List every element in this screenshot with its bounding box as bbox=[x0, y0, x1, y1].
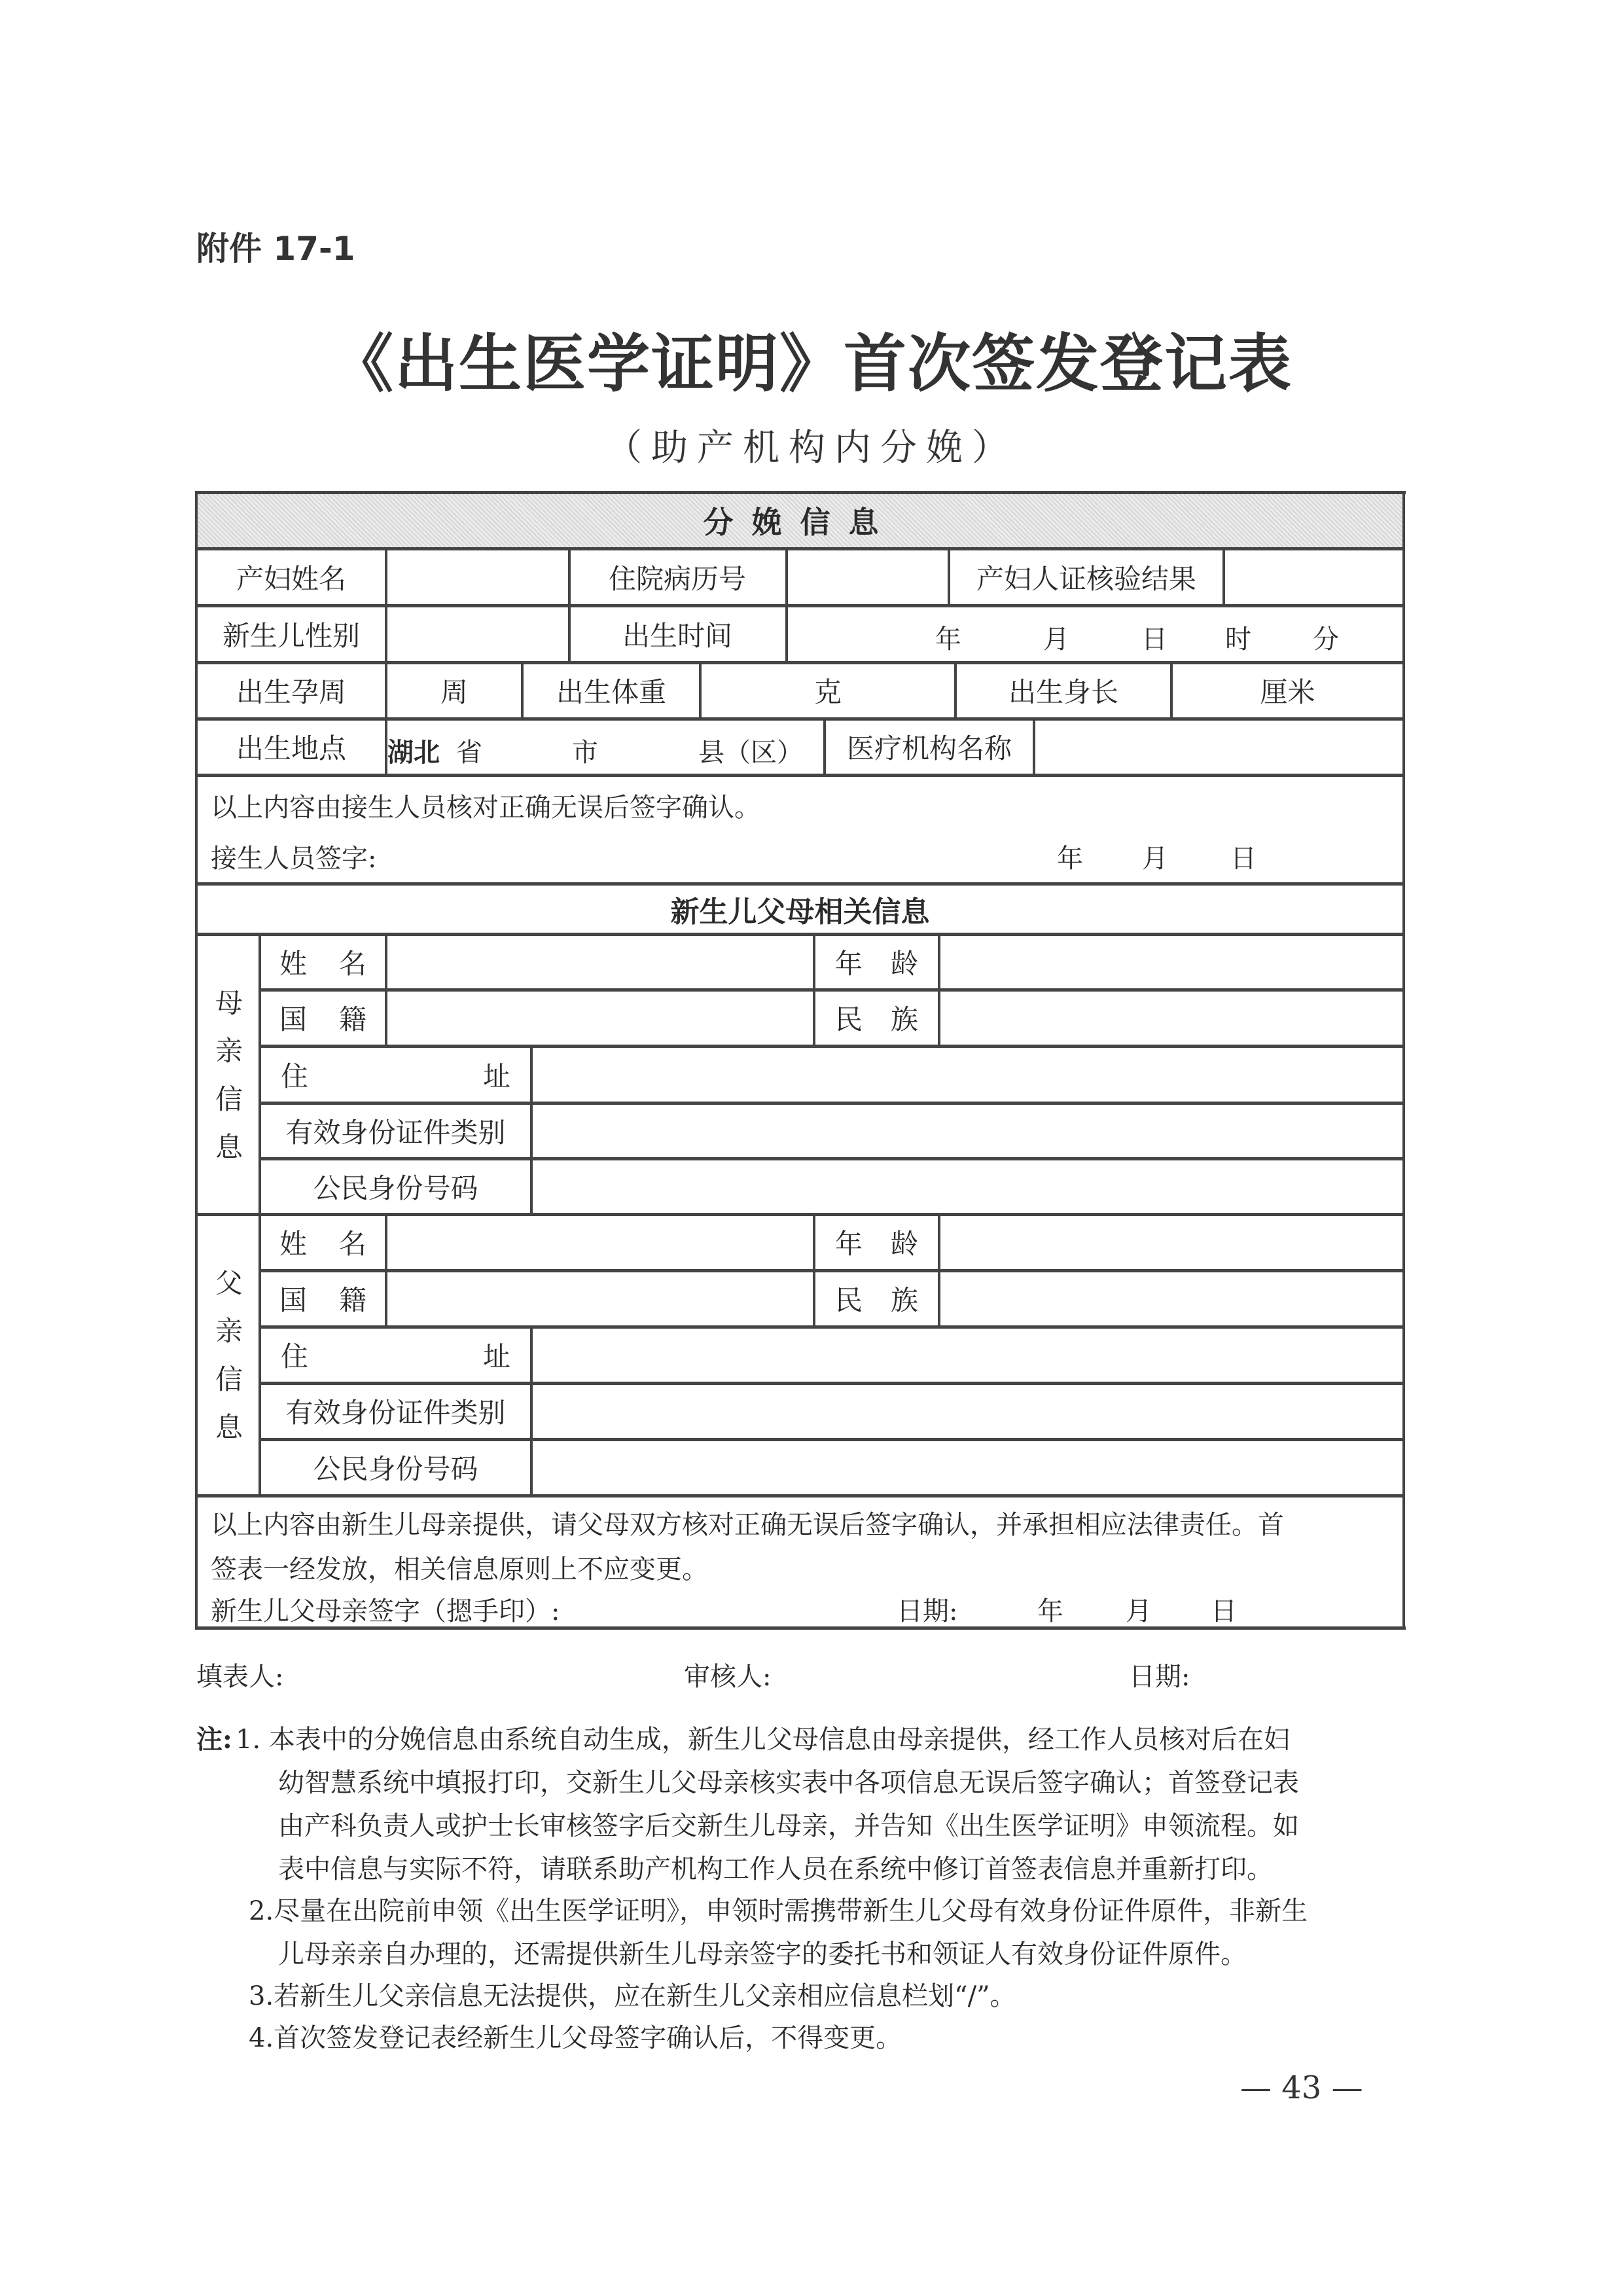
mother-label-char: 母 bbox=[215, 987, 243, 1019]
year-unit: 年 bbox=[1057, 844, 1083, 874]
birth-time-field[interactable] bbox=[788, 605, 1402, 662]
mother-name-label-cell bbox=[261, 934, 385, 990]
day-unit: 日 bbox=[1141, 624, 1168, 655]
label-char: 年 bbox=[835, 1228, 863, 1260]
birth-length-label: 出生身长 bbox=[1008, 676, 1118, 708]
father-address-field[interactable] bbox=[533, 1327, 1402, 1383]
mother-full-name-field[interactable] bbox=[387, 934, 813, 990]
father-label-char: 息 bbox=[215, 1410, 243, 1443]
midwife-signature-label: 接生人员签字: bbox=[211, 844, 377, 874]
father-ethnicity-field[interactable] bbox=[940, 1270, 1402, 1327]
label-char: 族 bbox=[890, 1284, 918, 1316]
month-unit: 月 bbox=[1142, 844, 1168, 874]
mother-nationality-field[interactable] bbox=[387, 990, 813, 1046]
birth-time-label: 出生时间 bbox=[622, 619, 732, 652]
province-value: 湖北 bbox=[387, 737, 440, 768]
midwife-signature-date[interactable] bbox=[982, 838, 1309, 874]
page-subtitle: （助产机构内分娩） bbox=[605, 427, 1018, 469]
day-unit: 日 bbox=[1211, 1596, 1237, 1626]
medical-record-field[interactable] bbox=[788, 548, 948, 605]
label-char: 姓 bbox=[279, 1228, 308, 1260]
minute-unit: 分 bbox=[1313, 624, 1339, 655]
newborn-gender-label: 新生儿性别 bbox=[222, 619, 360, 652]
father-age-label-cell bbox=[815, 1214, 938, 1270]
attachment-label: 附件 17-1 bbox=[196, 230, 355, 268]
label-char: 名 bbox=[338, 1228, 366, 1260]
mother-id-number-label: 公民身份号码 bbox=[313, 1172, 478, 1204]
father-id-number-field[interactable] bbox=[533, 1439, 1402, 1496]
parents-confirm-text-line2: 签表一经发放，相关信息原则上不应变更。 bbox=[211, 1554, 708, 1585]
label-char: 年 bbox=[835, 947, 863, 980]
province-unit: 省 bbox=[456, 738, 482, 768]
note-2-line-1: 2.尽量在出院前申领《出生医学证明》，申领时需携带新生儿父母有效身份证件原件，非新生 bbox=[249, 1896, 1308, 1926]
mother-name-label: 产妇姓名 bbox=[236, 562, 346, 595]
label-char: 国 bbox=[279, 1284, 308, 1316]
day-unit: 日 bbox=[1230, 844, 1257, 874]
birth-weight-field[interactable]: 克 bbox=[813, 676, 842, 708]
father-info-label bbox=[200, 1262, 259, 1445]
father-nationality-label-cell bbox=[261, 1270, 385, 1327]
mother-address-label-cell bbox=[261, 1046, 530, 1103]
mother-age-field[interactable] bbox=[940, 934, 1402, 990]
father-age-field[interactable] bbox=[940, 1214, 1402, 1270]
parents-signature-label: 新生儿父母亲签字（摁手印）: bbox=[211, 1596, 560, 1626]
city-unit: 市 bbox=[572, 738, 598, 768]
county-unit: 县（区） bbox=[698, 738, 803, 768]
label-char: 龄 bbox=[890, 1228, 918, 1260]
note-1-line-2: 幼智慧系统中填报打印，交新生儿父母亲核实表中各项信息无误后签字确认；首签登记表 bbox=[278, 1768, 1299, 1798]
filler-label: 填表人: bbox=[196, 1662, 284, 1692]
label-char: 住 bbox=[281, 1060, 309, 1092]
institution-field[interactable] bbox=[1035, 719, 1402, 775]
note-4: 4.首次签发登记表经新生儿父母签字确认后，不得变更。 bbox=[249, 2023, 902, 2053]
page-number: — 43 — bbox=[1240, 2070, 1363, 2106]
gestation-field[interactable]: 周 bbox=[440, 676, 468, 708]
birth-length-field[interactable]: 厘米 bbox=[1260, 676, 1315, 708]
month-unit: 月 bbox=[1126, 1596, 1152, 1626]
mother-id-type-label: 有效身份证件类别 bbox=[285, 1116, 506, 1149]
mother-ethnicity-label-cell bbox=[815, 990, 938, 1046]
father-id-type-field[interactable] bbox=[533, 1383, 1402, 1439]
father-address-label-cell bbox=[261, 1327, 530, 1383]
parents-confirm-text-line1: 以上内容由新生儿母亲提供，请父母双方核对正确无误后签字确认，并承担相应法律责任。首 bbox=[211, 1510, 1284, 1540]
mother-nationality-label-cell bbox=[261, 990, 385, 1046]
father-nationality-field[interactable] bbox=[387, 1270, 813, 1327]
father-label-char: 信 bbox=[215, 1363, 243, 1395]
year-unit: 年 bbox=[935, 624, 961, 655]
label-char: 国 bbox=[279, 1003, 308, 1035]
month-unit: 月 bbox=[1043, 624, 1069, 655]
birth-weight-label: 出生体重 bbox=[556, 676, 666, 708]
mother-age-label-cell bbox=[815, 934, 938, 990]
birth-place-label: 出生地点 bbox=[236, 732, 346, 764]
mother-id-type-field[interactable] bbox=[533, 1103, 1402, 1158]
medical-record-label: 住院病历号 bbox=[608, 562, 746, 595]
note-1-line-4: 表中信息与实际不符，请联系助产机构工作人员在系统中修订首签表信息并重新打印。 bbox=[278, 1854, 1273, 1884]
parents-signature-date[interactable] bbox=[897, 1590, 1289, 1626]
id-verification-label: 产妇人证核验结果 bbox=[976, 562, 1196, 595]
father-id-number-label: 公民身份号码 bbox=[313, 1453, 478, 1485]
father-label-char: 亲 bbox=[215, 1315, 243, 1348]
mother-name-field[interactable] bbox=[387, 548, 568, 605]
birth-place-field[interactable] bbox=[387, 719, 823, 775]
notes-prefix: 注: bbox=[196, 1724, 232, 1755]
mother-info-label bbox=[200, 982, 259, 1165]
father-full-name-field[interactable] bbox=[387, 1214, 813, 1270]
newborn-gender-field[interactable] bbox=[387, 605, 568, 662]
delivery-confirm-text: 以上内容由接生人员核对正确无误后签字确认。 bbox=[211, 793, 760, 823]
father-label-char: 父 bbox=[215, 1267, 243, 1299]
note-3: 3.若新生儿父亲信息无法提供，应在新生儿父亲相应信息栏划“/”。 bbox=[249, 1981, 1016, 2011]
id-verification-field[interactable] bbox=[1225, 548, 1402, 605]
note-2-line-2: 儿母亲亲自办理的，还需提供新生儿母亲签字的委托书和领证人有效身份证件原件。 bbox=[278, 1939, 1247, 1969]
gestation-label: 出生孕周 bbox=[236, 676, 346, 708]
mother-label-char: 亲 bbox=[215, 1035, 243, 1067]
footer-date-label: 日期: bbox=[1129, 1662, 1190, 1692]
label-char: 民 bbox=[835, 1284, 863, 1316]
label-char: 址 bbox=[482, 1060, 510, 1092]
mother-label-char: 息 bbox=[215, 1130, 243, 1163]
reviewer-label: 审核人: bbox=[684, 1662, 772, 1692]
year-unit: 年 bbox=[1037, 1596, 1063, 1626]
label-char: 址 bbox=[482, 1340, 510, 1372]
note-1-line-3: 由产科负责人或护士长审核签字后交新生儿母亲，并告知《出生医学证明》申领流程。如 bbox=[278, 1811, 1299, 1841]
label-char: 民 bbox=[835, 1003, 863, 1035]
label-char: 住 bbox=[281, 1340, 309, 1372]
hour-unit: 时 bbox=[1225, 624, 1251, 655]
mother-label-char: 信 bbox=[215, 1083, 243, 1115]
parents-section-header: 新生儿父母相关信息 bbox=[670, 895, 930, 929]
label-char: 籍 bbox=[338, 1003, 366, 1035]
page-title: 《出生医学证明》首次签发登记表 bbox=[330, 327, 1293, 401]
label-char: 籍 bbox=[338, 1284, 366, 1316]
mother-address-field[interactable] bbox=[533, 1046, 1402, 1103]
father-id-type-label: 有效身份证件类别 bbox=[285, 1397, 506, 1429]
mother-ethnicity-field[interactable] bbox=[940, 990, 1402, 1046]
delivery-section-header: 分娩信息 bbox=[703, 505, 897, 540]
note-1-line-1: 1. 本表中的分娩信息由系统自动生成，新生儿父母信息由母亲提供，经工作人员核对后在妇 bbox=[236, 1725, 1290, 1755]
father-name-label-cell bbox=[261, 1214, 385, 1270]
mother-id-number-field[interactable] bbox=[533, 1158, 1402, 1214]
label-char: 族 bbox=[890, 1003, 918, 1035]
institution-label: 医疗机构名称 bbox=[846, 732, 1012, 764]
label-char: 龄 bbox=[890, 947, 918, 980]
label-char: 姓 bbox=[279, 947, 308, 980]
father-ethnicity-label-cell bbox=[815, 1270, 938, 1327]
label-char: 名 bbox=[338, 947, 366, 980]
date-label: 日期: bbox=[897, 1596, 958, 1626]
